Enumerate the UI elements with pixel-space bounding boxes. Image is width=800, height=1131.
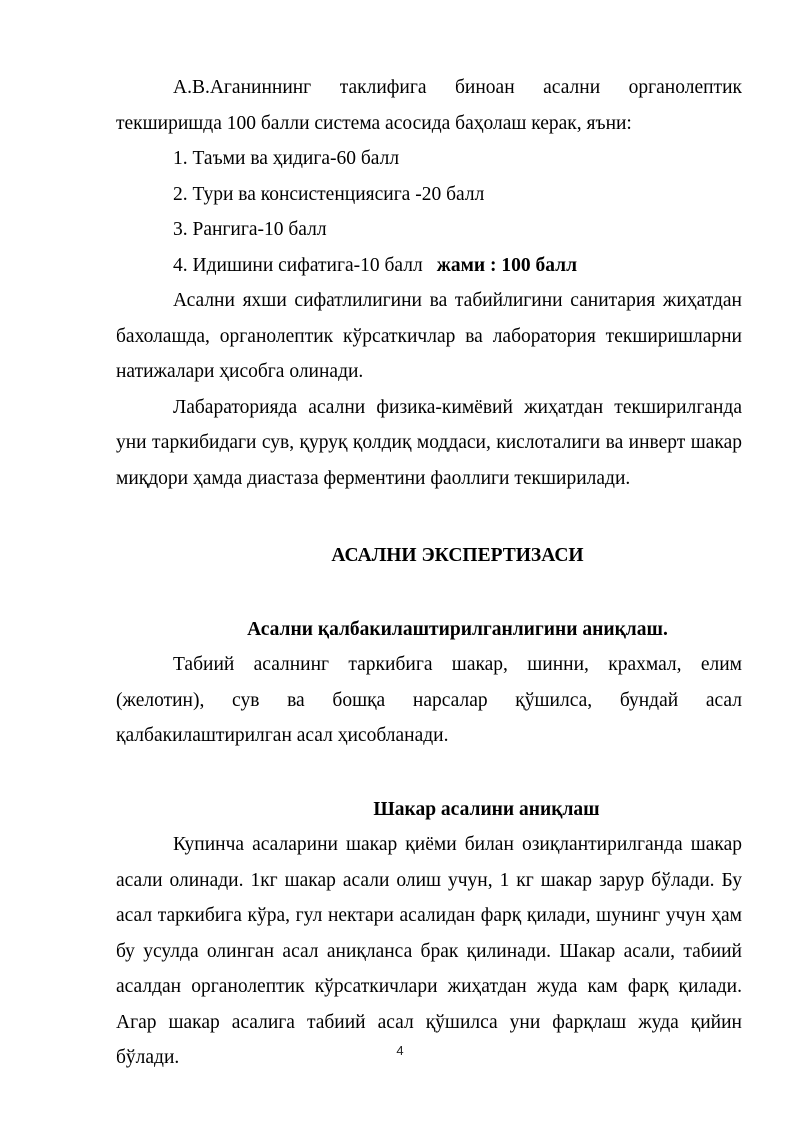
list-item-taste: 1. Таъми ва ҳидига-60 балл	[173, 148, 400, 169]
list-item-container	[116, 248, 742, 284]
laboratory-paragraph: Лабараторияда асални физика-кимёвий жиҳатдан текширилганда уни таркибидаги сув, қуруқ қолдиқ моддаси, кислоталиги ва инверт шакар миқдори ҳамда диастаза ферментини фаоллиги текширилади.	[116, 396, 742, 489]
subsection-title-falsification: Асални қалбакилаштирилганлигини аниқлаш.	[247, 618, 668, 640]
falsification-paragraph: Табиий асалнинг таркибига шакар, шинни, крахмал, елим (желотин), сув ва бошқа нарсалар қўшилса, бундай асал қалбакилаштирилган асал ҳисобланади.	[116, 654, 742, 746]
section-title: АСАЛНИ ЭКСПЕРТИЗАСИ	[331, 545, 584, 566]
sugar-honey-paragraph: Купинча асаларини шакар қиёми билан озиқлантирилганда шакар асали олинади. 1кг шакар асали олиш учун, 1 кг шакар зарур бўлади. Бу асал таркибига кўра, гул нектари асалидан фарқ қилади, шунинг учун ҳам бу усулда олинган асал аниқланса брак қилинади. Шакар асали, табиий асалдан органолептик кўрсаткичлари жиҳатдан жуда кам фарқ қилади. Агар шакар асалига табиий асал қўшилса уни фарқлаш жуда қийин бўлади.	[116, 834, 742, 1068]
list-item-consistency: 2. Тури ва консистенциясига -20 балл	[173, 183, 485, 205]
list-item-color: 3. Рангига-10 балл	[173, 219, 327, 240]
page-number: 4	[396, 1043, 404, 1058]
list-item-container-text: 4. Идишини сифатига-10 балл	[173, 254, 423, 276]
quality-paragraph: Асални яхши сифатлилигини ва табийлигини санитария жиҳатдан бахолашда, органолептик кўрсаткичлар ва лаборатория текширишларни натижалари ҳисобга олинади.	[116, 290, 742, 382]
subsection-title-sugar-honey: Шакар асалини аниқлаш	[373, 798, 600, 820]
total-score: жами : 100 балл	[436, 254, 578, 276]
page-content	[116, 70, 742, 1076]
intro-paragraph: А.В.Аганиннинг таклифига биноан асални органолептик текширишда 100 балли система асосида баҳолаш керак, яъни:	[116, 77, 742, 134]
